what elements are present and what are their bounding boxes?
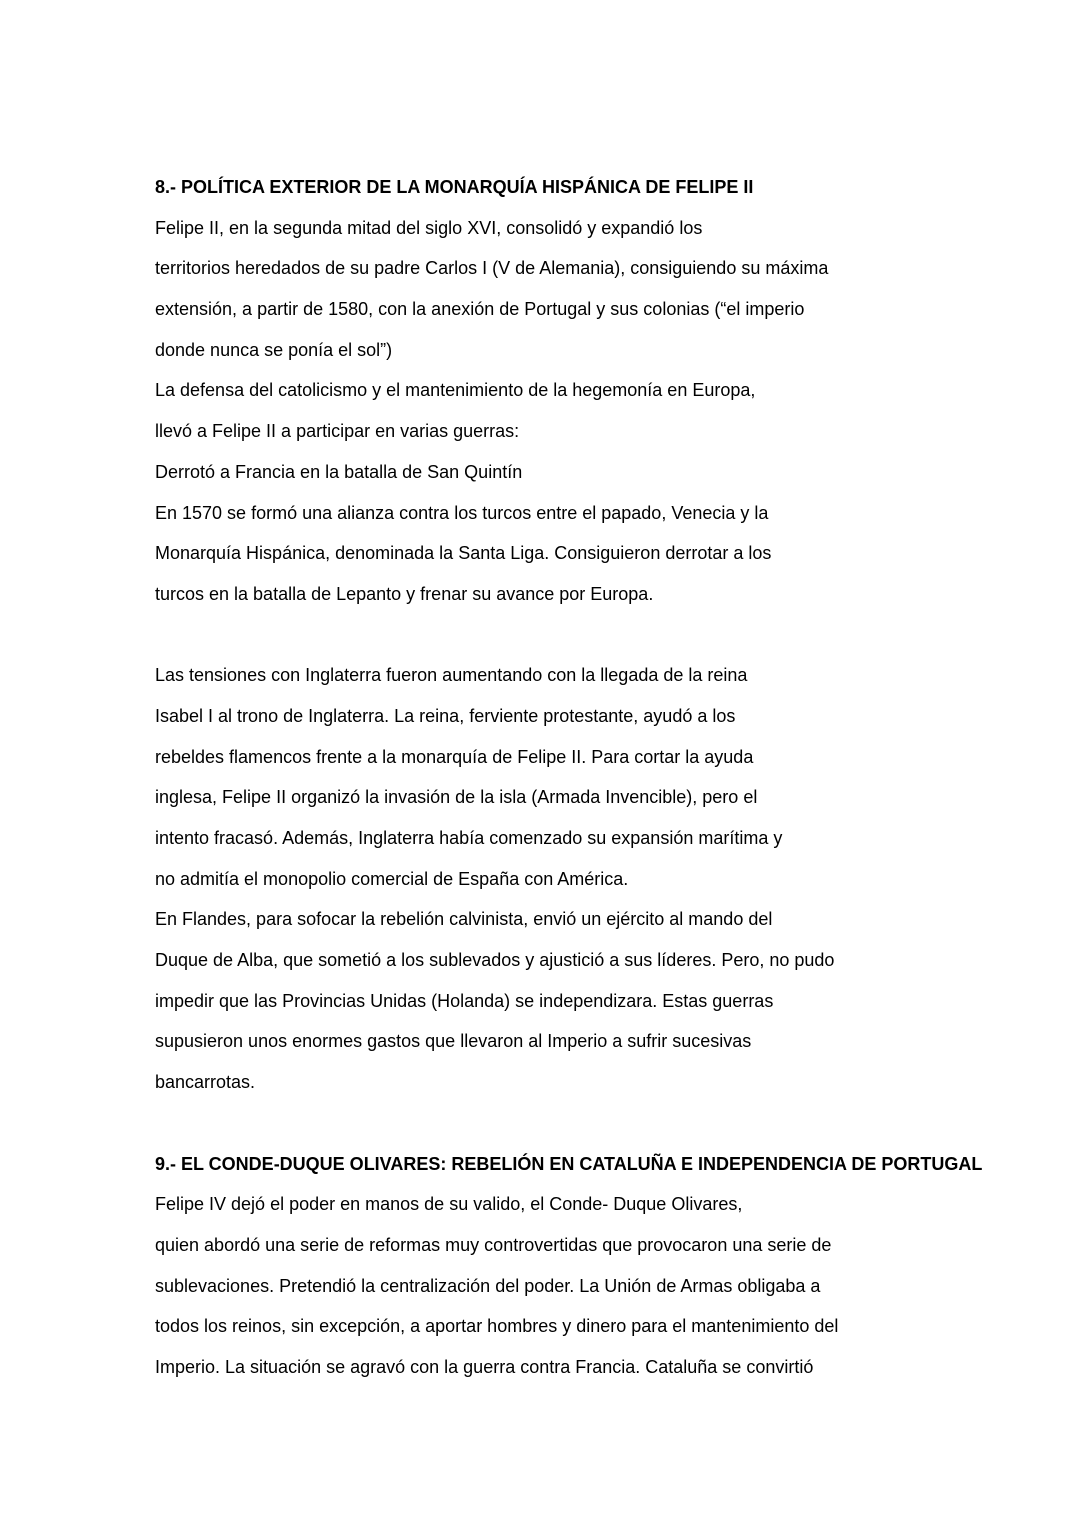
section-8-heading: 8.- POLÍTICA EXTERIOR DE LA MONARQUÍA HISPÁNICA DE FELIPE II <box>155 177 754 197</box>
text-line: sublevaciones. Pretendió la centralización del poder. La Unión de Armas obligaba a <box>155 1275 821 1296</box>
text-line: llevó a Felipe II a participar en varias guerras: <box>155 421 520 442</box>
text-line: Isabel I al trono de Inglaterra. La reina, ferviente protestante, ayudó a los <box>155 705 736 726</box>
text-line: territorios heredados de su padre Carlos I (V de Alemania), consiguiendo su máxima <box>155 258 829 279</box>
text-line: Duque de Alba, que sometió a los sublevados y ajustició a sus líderes. Pero, no pudo <box>155 950 835 971</box>
text-line: no admitía el monopolio comercial de España con América. <box>155 868 629 889</box>
text-line: La defensa del catolicismo y el mantenimiento de la hegemonía en Europa, <box>155 380 756 401</box>
section-8-paragraph-1 <box>155 208 1035 615</box>
section-9-paragraph-1 <box>155 1184 1035 1387</box>
text-line: turcos en la batalla de Lepanto y frenar su avance por Europa. <box>155 583 654 604</box>
section-8-paragraph-2 <box>155 655 1035 1103</box>
text-line: quien abordó una serie de reformas muy controvertidas que provocaron una serie de <box>155 1234 832 1255</box>
paragraph-spacer <box>155 1103 1035 1144</box>
text-line: En 1570 se formó una alianza contra los turcos entre el papado, Venecia y la <box>155 502 769 523</box>
text-line: donde nunca se ponía el sol”) <box>155 339 393 360</box>
document-body <box>155 167 1035 1388</box>
text-line: rebeldes flamencos frente a la monarquía de Felipe II. Para cortar la ayuda <box>155 746 754 767</box>
paragraph-spacer <box>155 615 1035 656</box>
text-line: Monarquía Hispánica, denominada la Santa Liga. Consiguieron derrotar a los <box>155 543 772 564</box>
text-line: inglesa, Felipe II organizó la invasión de la isla (Armada Invencible), pero el <box>155 787 758 808</box>
text-line: intento fracasó. Además, Inglaterra había comenzado su expansión marítima y <box>155 828 783 848</box>
section-9-heading: 9.- EL CONDE-DUQUE OLIVARES: REBELIÓN EN CATALUÑA E INDEPENDENCIA DE PORTUGAL <box>155 1153 983 1174</box>
text-line: Imperio. La situación se agravó con la guerra contra Francia. Cataluña se convirtió <box>155 1356 814 1377</box>
text-line: Las tensiones con Inglaterra fueron aumentando con la llegada de la reina <box>155 665 748 686</box>
text-line: bancarrotas. <box>155 1072 256 1093</box>
text-line: Felipe IV dejó el poder en manos de su valido, el Conde- Duque Olivares, <box>155 1194 743 1215</box>
text-line: Derrotó a Francia en la batalla de San Quintín <box>155 461 523 482</box>
text-line: Felipe II, en la segunda mitad del siglo XVI, consolidó y expandió los <box>155 217 703 238</box>
text-line: extensión, a partir de 1580, con la anexión de Portugal y sus colonias (“el imperio <box>155 299 805 320</box>
text-line: supusieron unos enormes gastos que llevaron al Imperio a sufrir sucesivas <box>155 1031 752 1052</box>
text-line: impedir que las Provincias Unidas (Holanda) se independizara. Estas guerras <box>155 990 774 1011</box>
text-line: En Flandes, para sofocar la rebelión calvinista, envió un ejército al mando del <box>155 909 773 930</box>
text-line: todos los reinos, sin excepción, a aportar hombres y dinero para el mantenimiento del <box>155 1316 839 1337</box>
